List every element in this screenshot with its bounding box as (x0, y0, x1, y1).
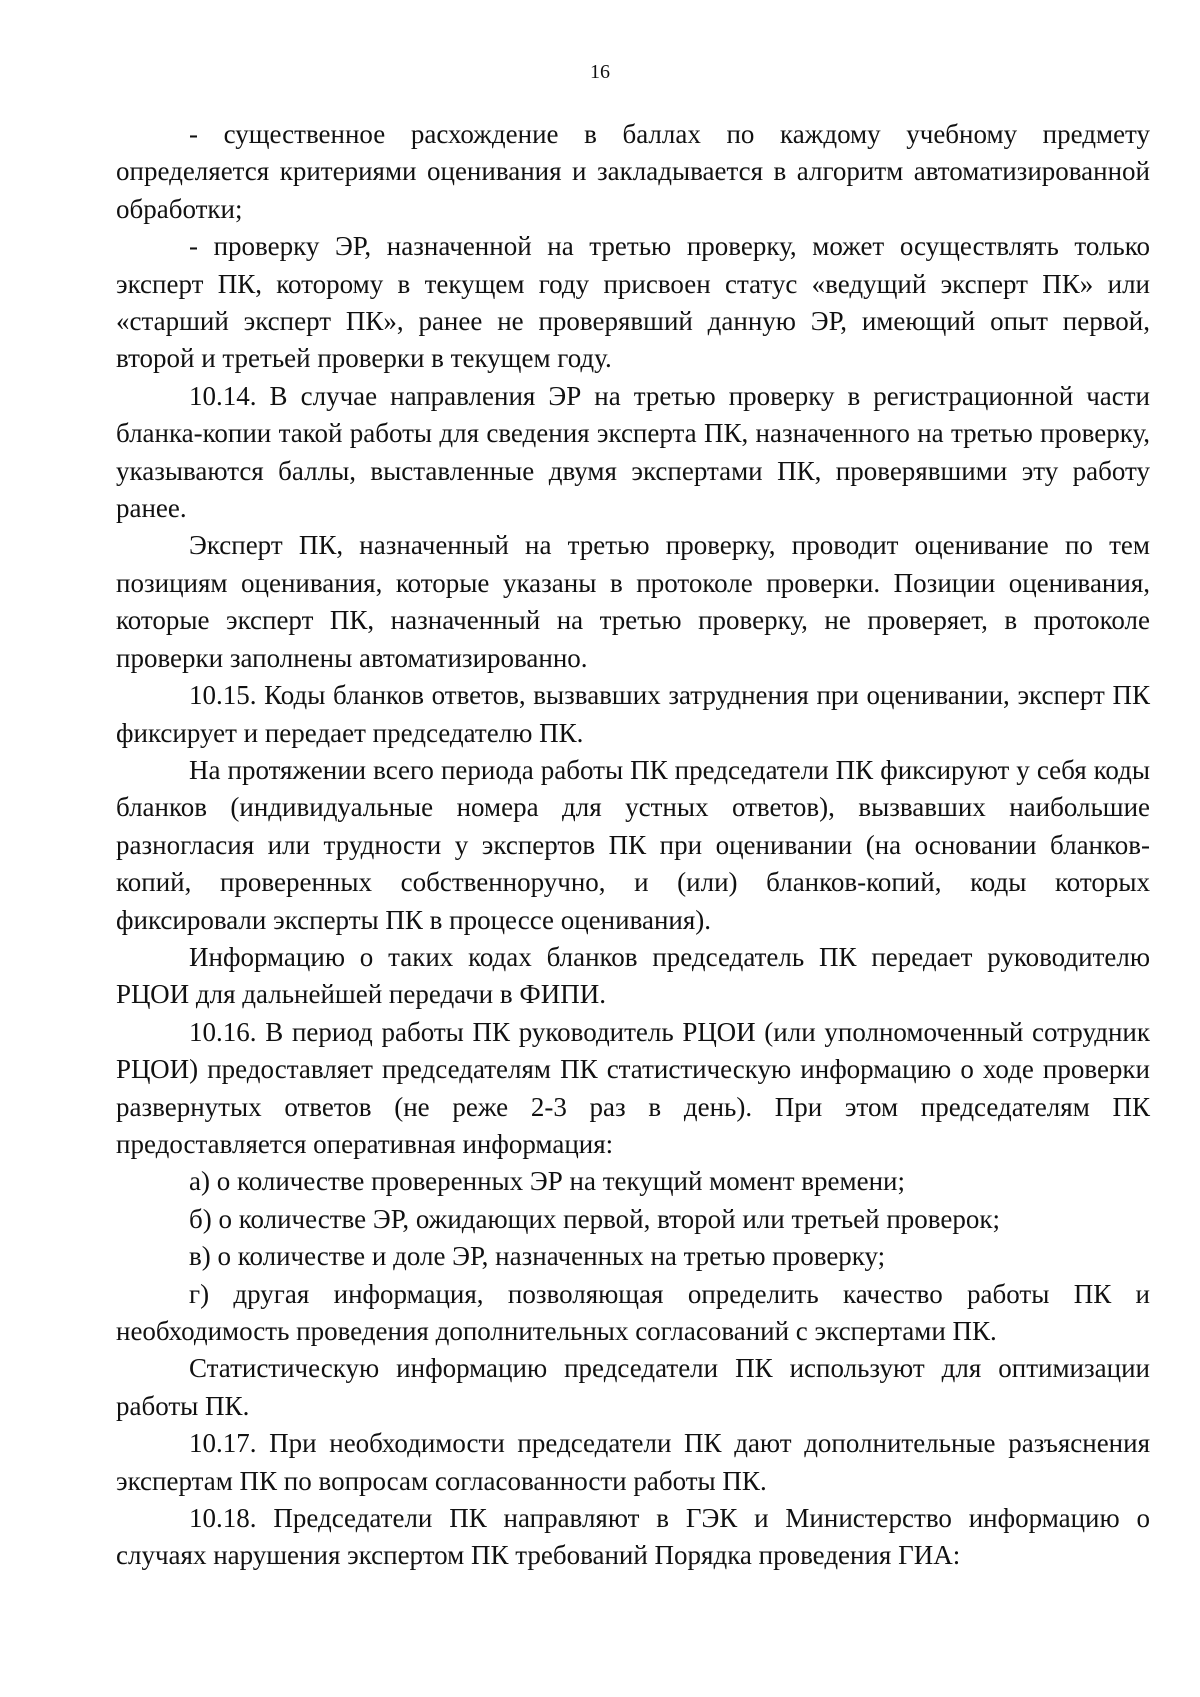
list-item-v: в) о количестве и доле ЭР, назначенных на третью проверку; (189, 1241, 886, 1272)
list-item-a: а) о количестве проверенных ЭР на текущий момент времени; (189, 1166, 906, 1197)
paragraph-10-14: 10.14. В случае направления ЭР на третью проверку в регистрационной части бланка-копии такой работы для сведения эксперта ПК, назначенного на третью проверку, указываются баллы, выставленные двумя экспертами ПК, проверявшими эту работу ранее. (116, 380, 1150, 524)
paragraph-substantial-discrepancy: - существенное расхождение в баллах по каждому учебному предмету определяется критериями оценивания и закладывается в алгоритм автоматизированной обработки; (116, 119, 1150, 224)
paragraph-10-15: 10.15. Коды бланков ответов, вызвавших затруднения при оценивании, эксперт ПК фиксирует и передает председателю ПК. (116, 680, 1150, 748)
paragraph-statistics-use: Статистическую информацию председатели ПК используют для оптимизации работы ПК. (116, 1353, 1150, 1421)
list-item-g: г) другая информация, позволяющая определить качество работы ПК и необходимость проведения дополнительных согласований с экспертами ПК. (116, 1278, 1150, 1346)
paragraph-10-18: 10.18. Председатели ПК направляют в ГЭК и Министерство информацию о случаях нарушения экспертом ПК требований Порядка проведения ГИА: (116, 1503, 1150, 1571)
list-item-b: б) о количестве ЭР, ожидающих первой, второй или третьей проверок; (189, 1203, 1001, 1234)
paragraph-codes-to-rcoi: Информацию о таких кодах бланков председатель ПК передает руководителю РЦОИ для дальнейшей передачи в ФИПИ. (116, 941, 1150, 1010)
paragraph-third-check-positions: Эксперт ПК, назначенный на третью проверку, проводит оценивание по тем позициям оценивания, которые указаны в протоколе проверки. Позиции оценивания, которые эксперт ПК, назначенный на третью проверку, не проверяет, в протоколе проверки заполнены автоматизированно. (116, 530, 1150, 673)
paragraph-chairs-record-codes: На протяжении всего периода работы ПК председатели ПК фиксируют у себя коды бланков (индивидуальные номера для устных ответов), вызвавших наибольшие разногласия или трудности у экспертов ПК при оценивании (на основании бланков-копий, проверенных собственноручно, и (или) бланков-копий, коды которых фиксировали эксперты ПК в процессе оценивания). (116, 754, 1150, 935)
page-number: 16 (590, 61, 610, 83)
document-body (116, 116, 1150, 1575)
paragraph-third-check-expert: - проверку ЭР, назначенной на третью проверку, может осуществлять только эксперт ПК, которому в текущем году присвоен статус «ведущий эксперт ПК» или «старший эксперт ПК», ранее не проверявший данную ЭР, имеющий опыт первой, второй и третьей проверки в текущем году. (116, 231, 1150, 374)
paragraph-10-17: 10.17. При необходимости председатели ПК дают дополнительные разъяснения экспертам ПК по вопросам согласованности работы ПК. (116, 1428, 1150, 1496)
paragraph-10-16: 10.16. В период работы ПК руководитель РЦОИ (или уполномоченный сотрудник РЦОИ) предоставляет председателям ПК статистическую информацию о ходе проверки развернутых ответов (не реже 2-3 раз в день). При этом председателям ПК предоставляется оперативная информация: (116, 1016, 1150, 1159)
